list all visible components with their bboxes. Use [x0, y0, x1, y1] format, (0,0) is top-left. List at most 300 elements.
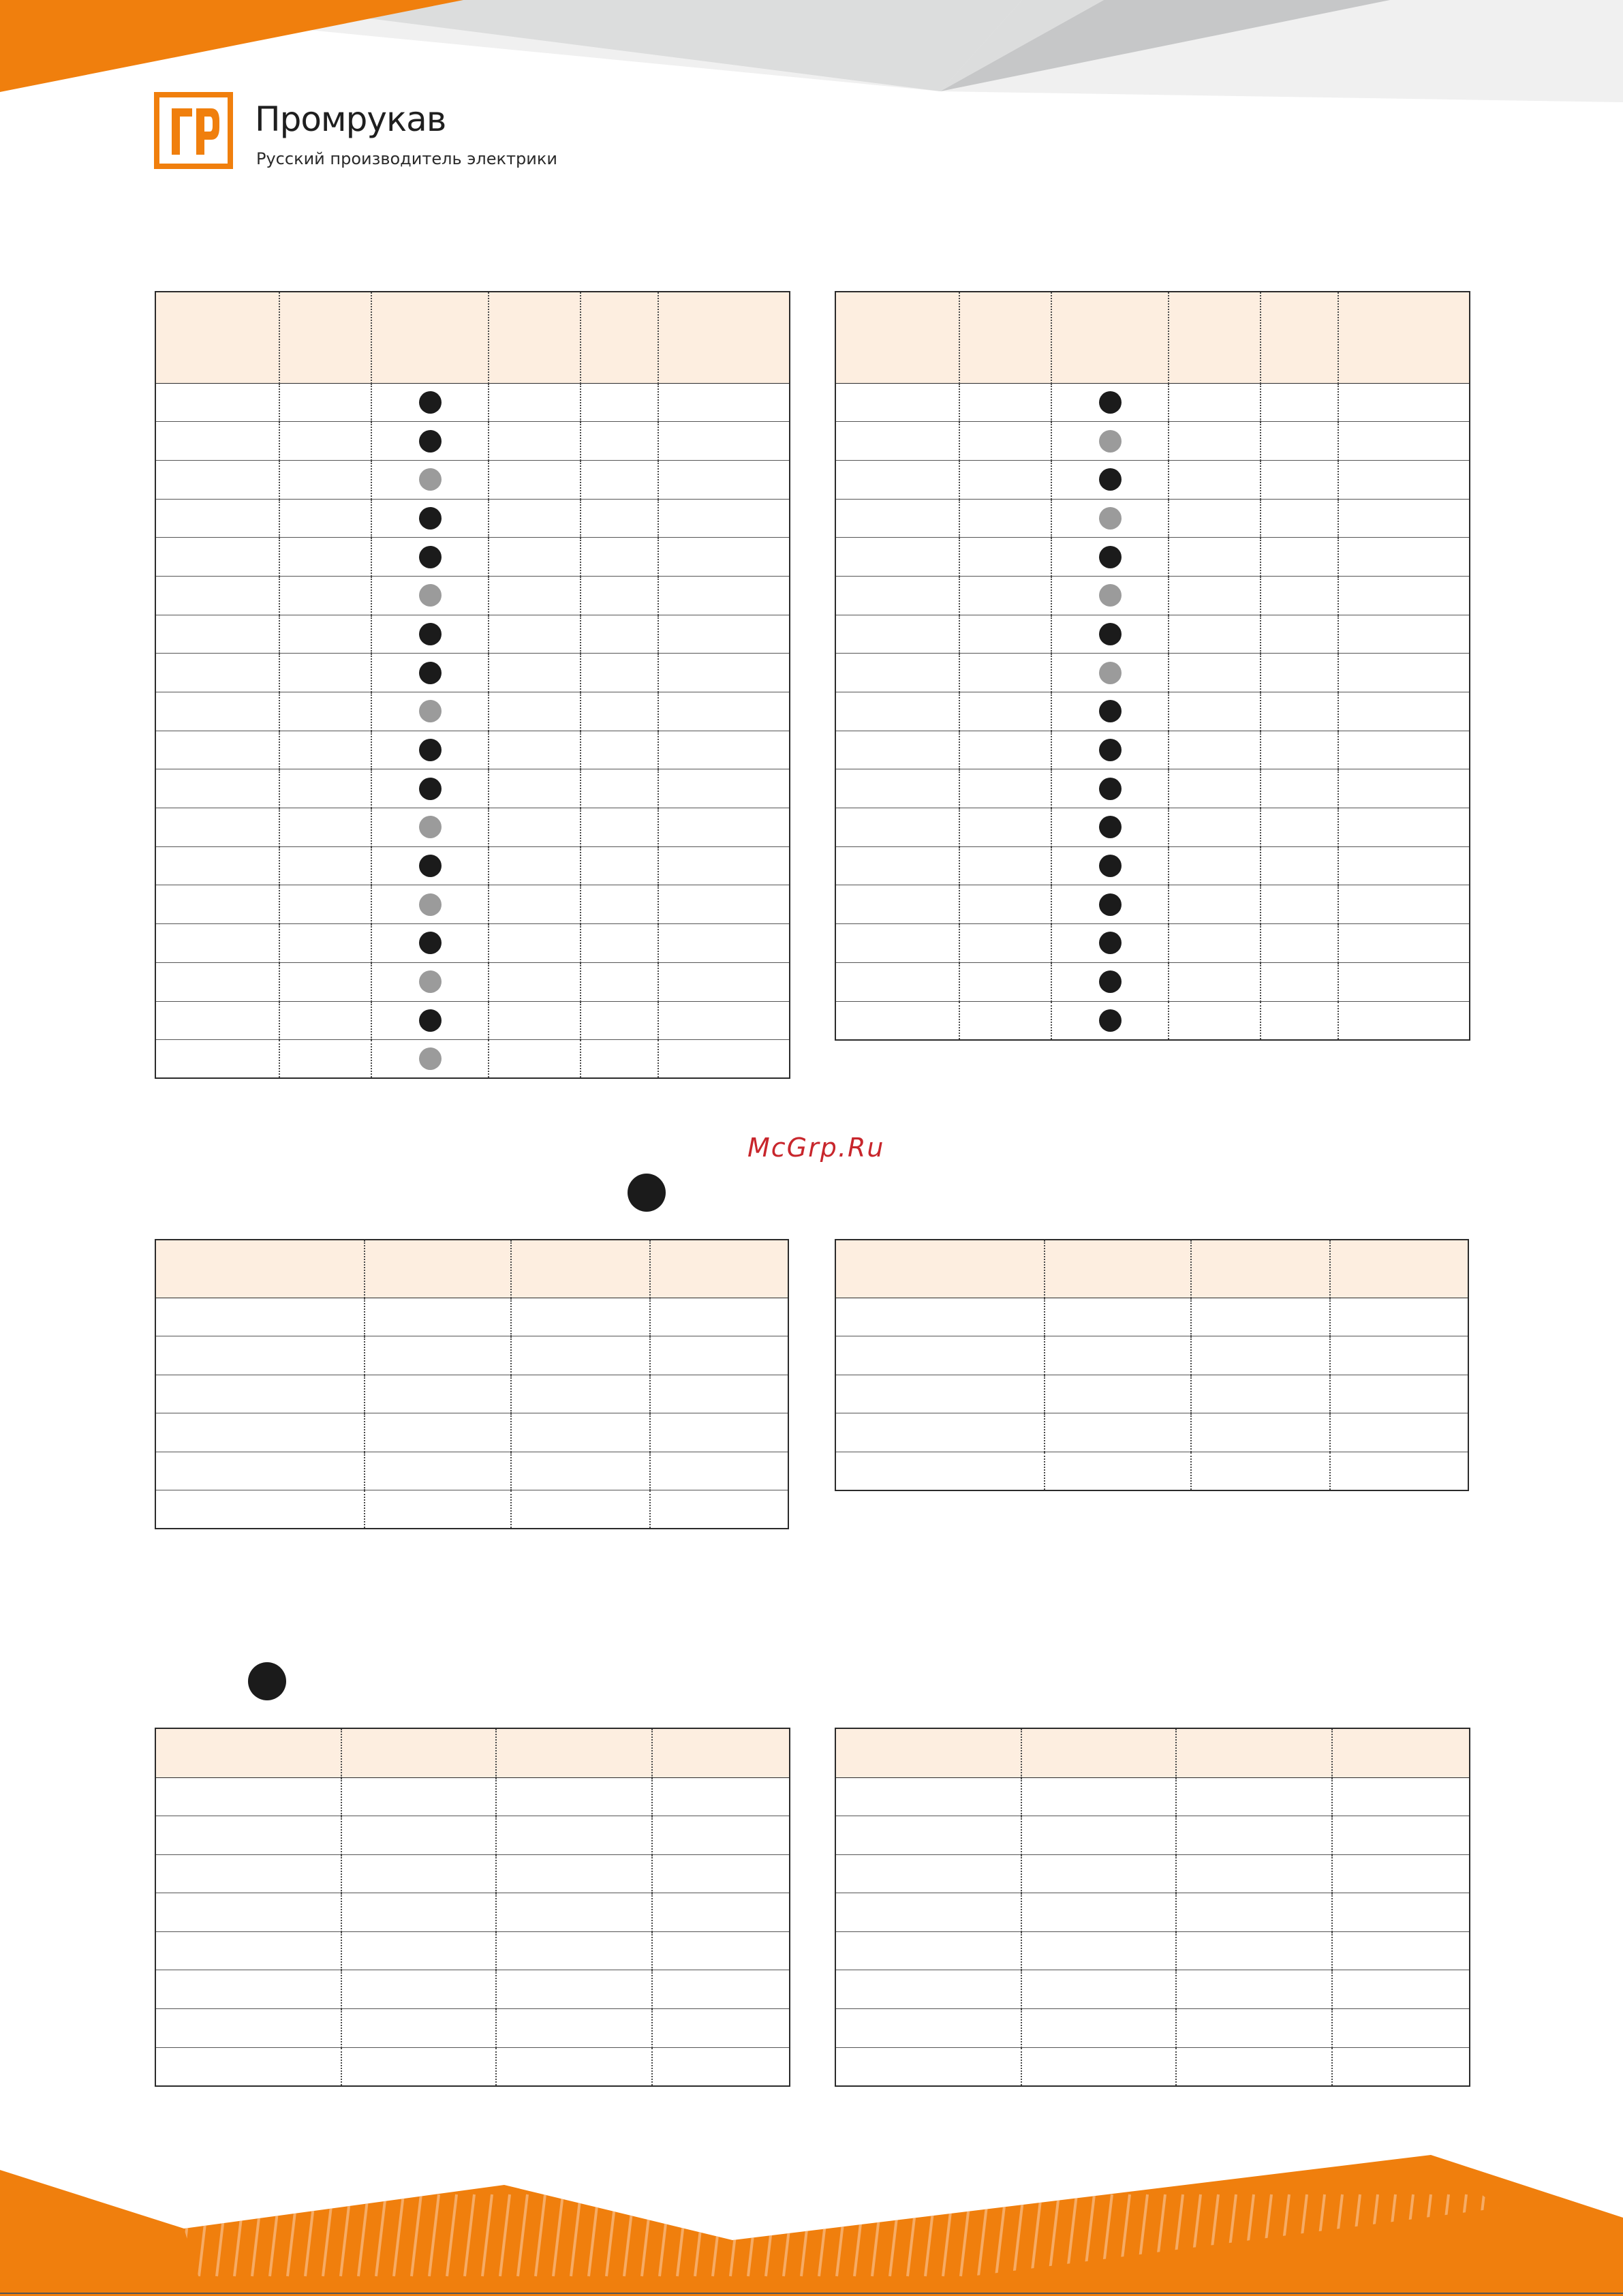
table-cell — [1338, 576, 1470, 615]
table-cell — [489, 924, 581, 963]
table-cell — [279, 962, 371, 1001]
table-cell — [650, 1490, 788, 1529]
header-cell — [658, 292, 790, 383]
table-cell — [835, 422, 959, 461]
table-cell — [1338, 731, 1470, 769]
table-cell — [489, 769, 581, 808]
table-cell — [155, 576, 279, 615]
table-cell — [489, 846, 581, 885]
table-cell — [1045, 1413, 1191, 1452]
table-cell — [279, 576, 371, 615]
table-cell — [835, 654, 959, 692]
table-row — [155, 1893, 790, 1932]
table-cell — [581, 692, 658, 731]
gray-dot-icon — [419, 700, 442, 722]
black-dot-icon — [419, 778, 442, 800]
table-cell — [1332, 2047, 1470, 2086]
table-cell — [959, 769, 1051, 808]
black-dot-icon — [1099, 932, 1122, 954]
table-cell — [1176, 2009, 1332, 2048]
table-cell — [489, 383, 581, 422]
table-row — [835, 499, 1470, 538]
table-cell — [1338, 460, 1470, 499]
table-cell — [511, 1298, 650, 1336]
table-row — [835, 654, 1470, 692]
table-cell — [1330, 1298, 1468, 1336]
table-cell — [652, 1931, 790, 1970]
table-cell — [155, 2009, 341, 2048]
logo-mark-icon — [162, 100, 225, 161]
black-dot-icon — [419, 932, 442, 954]
table-cell — [658, 654, 790, 692]
table-cell — [835, 885, 959, 924]
table-row — [835, 769, 1470, 808]
table-cell — [511, 1490, 650, 1529]
header-cell — [371, 292, 489, 383]
table-cell — [1176, 1931, 1332, 1970]
table-cell — [489, 654, 581, 692]
table-cell — [658, 769, 790, 808]
table-cell — [155, 1816, 341, 1855]
table-cell — [658, 885, 790, 924]
bottom-decoration — [0, 2154, 1623, 2296]
table-cell — [1338, 615, 1470, 654]
table-row — [835, 1001, 1470, 1040]
table-cell — [835, 962, 959, 1001]
table-cell — [1051, 731, 1169, 769]
table-row — [155, 1040, 790, 1079]
table-cell — [1330, 1452, 1468, 1490]
black-dot-icon — [1099, 623, 1122, 645]
table-cell — [279, 383, 371, 422]
table-cell — [650, 1413, 788, 1452]
table-cell — [155, 2047, 341, 2086]
table-cell — [279, 654, 371, 692]
black-dot-icon — [419, 1009, 442, 1032]
table-row — [835, 1854, 1470, 1893]
table-cell — [371, 383, 489, 422]
table-cell — [1051, 538, 1169, 577]
gray-dot-icon — [1099, 584, 1122, 607]
black-dot-icon — [419, 430, 442, 453]
table-cell — [365, 1490, 511, 1529]
table-cell — [155, 654, 279, 692]
table-cell — [1261, 731, 1338, 769]
table-row — [155, 692, 790, 731]
table-cell — [1338, 846, 1470, 885]
table-cell — [1332, 2009, 1470, 2048]
table-cell — [371, 422, 489, 461]
table-row — [835, 1931, 1470, 1970]
table-cell — [155, 1375, 365, 1413]
table-cell — [1338, 422, 1470, 461]
table-row — [835, 1893, 1470, 1932]
table-cell — [835, 1777, 1021, 1816]
table-cell — [1169, 924, 1261, 963]
header-cell — [1338, 292, 1470, 383]
table-row — [155, 924, 790, 963]
table-cell — [489, 460, 581, 499]
table-cell — [581, 846, 658, 885]
table-cell — [1261, 460, 1338, 499]
table-cell — [279, 615, 371, 654]
table-cell — [959, 1001, 1051, 1040]
table-cell — [279, 1040, 371, 1079]
header-cell — [279, 292, 371, 383]
table-cell — [496, 1931, 652, 1970]
table-cell — [835, 1816, 1021, 1855]
table-cell — [1169, 808, 1261, 847]
table-cell — [496, 1893, 652, 1932]
table-cell — [1051, 615, 1169, 654]
table-cell — [1191, 1413, 1330, 1452]
table-row — [155, 1375, 788, 1413]
table-row — [155, 460, 790, 499]
table-cell — [658, 538, 790, 577]
table-cell — [650, 1375, 788, 1413]
table-cell — [1169, 460, 1261, 499]
table-cell — [652, 1816, 790, 1855]
black-dot-icon — [1099, 893, 1122, 916]
table-cell — [489, 731, 581, 769]
table-cell — [496, 1816, 652, 1855]
watermark-text: McGrp.Ru — [747, 1133, 885, 1163]
header-cell — [511, 1240, 650, 1298]
gray-dot-icon — [1099, 507, 1122, 530]
table-header-row — [155, 1240, 788, 1298]
table-cell — [658, 731, 790, 769]
header-cell — [835, 292, 959, 383]
table-cell — [650, 1298, 788, 1336]
table-cell — [650, 1452, 788, 1490]
table-cell — [835, 460, 959, 499]
table-cell — [1332, 1931, 1470, 1970]
table-cell — [1021, 1893, 1176, 1932]
table-cell — [959, 962, 1051, 1001]
table-row — [835, 1452, 1468, 1490]
table-row — [835, 962, 1470, 1001]
table-cell — [581, 885, 658, 924]
table-cell — [581, 1040, 658, 1079]
table-cell — [1191, 1452, 1330, 1490]
table-row — [155, 654, 790, 692]
table-cell — [1338, 383, 1470, 422]
brand-logo — [154, 92, 233, 169]
header-cell — [581, 292, 658, 383]
table-cell — [835, 692, 959, 731]
table-cell — [1261, 692, 1338, 731]
table-cell — [835, 1001, 959, 1040]
table-cell — [835, 2047, 1021, 2086]
header-cell — [365, 1240, 511, 1298]
header-cell — [341, 1728, 496, 1777]
table-cell — [489, 538, 581, 577]
table-cell — [496, 1970, 652, 2009]
table-cell — [1338, 538, 1470, 577]
table-cell — [658, 499, 790, 538]
header-cell — [1169, 292, 1261, 383]
table-cell — [1338, 654, 1470, 692]
table-cell — [1051, 692, 1169, 731]
table-cell — [155, 769, 279, 808]
table-cell — [835, 731, 959, 769]
table-cell — [1169, 422, 1261, 461]
black-dot-icon — [1099, 1009, 1122, 1032]
table-cell — [155, 1931, 341, 1970]
table-cell — [581, 383, 658, 422]
table-cell — [1330, 1413, 1468, 1452]
black-dot-icon — [419, 662, 442, 684]
spec-table-middle-left — [155, 1239, 789, 1529]
table-cell — [959, 460, 1051, 499]
table-row — [155, 1298, 788, 1336]
table-cell — [155, 808, 279, 847]
table-cell — [959, 924, 1051, 963]
header-cell — [155, 1240, 365, 1298]
table-cell — [959, 422, 1051, 461]
table-cell — [1261, 924, 1338, 963]
table-cell — [1176, 1777, 1332, 1816]
table-cell — [959, 731, 1051, 769]
spec-table-middle-right — [835, 1239, 1469, 1491]
table-cell — [835, 769, 959, 808]
table-cell — [279, 460, 371, 499]
table-cell — [1261, 1001, 1338, 1040]
table-row — [155, 615, 790, 654]
table-cell — [496, 2047, 652, 2086]
table-cell — [1021, 1970, 1176, 2009]
table-cell — [1261, 808, 1338, 847]
table-cell — [365, 1336, 511, 1375]
table-cell — [155, 962, 279, 1001]
header-cell — [1261, 292, 1338, 383]
table-cell — [1045, 1452, 1191, 1490]
table-cell — [835, 1931, 1021, 1970]
table-cell — [155, 846, 279, 885]
table-cell — [1261, 499, 1338, 538]
black-dot-icon — [419, 855, 442, 877]
gray-dot-icon — [419, 584, 442, 607]
table-cell — [511, 1452, 650, 1490]
table-header-row — [155, 1728, 790, 1777]
table-cell — [835, 1336, 1045, 1375]
spec-table-top-left — [155, 291, 790, 1079]
table-cell — [155, 1777, 341, 1816]
table-cell — [1051, 1001, 1169, 1040]
table-cell — [1261, 576, 1338, 615]
table-cell — [365, 1452, 511, 1490]
table-cell — [835, 1970, 1021, 2009]
table-cell — [155, 1336, 365, 1375]
table-row — [155, 962, 790, 1001]
table-cell — [489, 615, 581, 654]
table-cell — [658, 924, 790, 963]
table-cell — [371, 885, 489, 924]
table-cell — [581, 1001, 658, 1040]
table-cell — [959, 846, 1051, 885]
table-cell — [371, 615, 489, 654]
table-row — [835, 1375, 1468, 1413]
table-cell — [489, 422, 581, 461]
table-cell — [658, 962, 790, 1001]
table-cell — [489, 1001, 581, 1040]
table-cell — [658, 846, 790, 885]
table-cell — [155, 1298, 365, 1336]
table-cell — [1051, 383, 1169, 422]
black-dot-icon — [1099, 778, 1122, 800]
table-cell — [279, 422, 371, 461]
table-cell — [1330, 1336, 1468, 1375]
table-cell — [652, 1777, 790, 1816]
header-cell — [1191, 1240, 1330, 1298]
table-cell — [1051, 654, 1169, 692]
table-cell — [1261, 615, 1338, 654]
table-cell — [371, 808, 489, 847]
table-row — [155, 1001, 790, 1040]
table-row — [155, 846, 790, 885]
table-row — [155, 808, 790, 847]
table-cell — [1176, 1854, 1332, 1893]
table-cell — [371, 499, 489, 538]
table-cell — [581, 576, 658, 615]
table-row — [155, 499, 790, 538]
table-cell — [1261, 846, 1338, 885]
table-cell — [959, 885, 1051, 924]
table-row — [155, 1452, 788, 1490]
table-cell — [1191, 1375, 1330, 1413]
table-cell — [581, 924, 658, 963]
table-cell — [1051, 460, 1169, 499]
marker-dot-lower — [248, 1662, 286, 1700]
table-cell — [658, 1040, 790, 1079]
table-cell — [1169, 538, 1261, 577]
table-cell — [1051, 422, 1169, 461]
table-cell — [1169, 576, 1261, 615]
black-dot-icon — [1099, 391, 1122, 414]
table-cell — [658, 808, 790, 847]
table-cell — [1261, 962, 1338, 1001]
gray-dot-icon — [419, 816, 442, 838]
table-cell — [581, 654, 658, 692]
table-cell — [155, 499, 279, 538]
table-cell — [1261, 383, 1338, 422]
table-cell — [652, 2047, 790, 2086]
table-cell — [279, 692, 371, 731]
table-cell — [279, 769, 371, 808]
brand-tagline: Русский производитель электрики — [256, 149, 557, 168]
table-cell — [1021, 1854, 1176, 1893]
table-row — [835, 576, 1470, 615]
table-row — [835, 383, 1470, 422]
table-cell — [835, 1375, 1045, 1413]
table-cell — [835, 808, 959, 847]
table-cell — [1051, 499, 1169, 538]
table-cell — [1338, 808, 1470, 847]
table-cell — [489, 808, 581, 847]
table-header-row — [155, 292, 790, 383]
table-cell — [959, 808, 1051, 847]
table-cell — [155, 885, 279, 924]
gray-dot-icon — [1099, 430, 1122, 453]
table-cell — [658, 615, 790, 654]
table-row — [835, 1336, 1468, 1375]
table-cell — [365, 1298, 511, 1336]
table-row — [155, 731, 790, 769]
table-cell — [581, 499, 658, 538]
table-cell — [1045, 1298, 1191, 1336]
table-cell — [511, 1375, 650, 1413]
header-cell — [1330, 1240, 1468, 1298]
marker-dot-middle — [628, 1174, 666, 1212]
table-cell — [1169, 383, 1261, 422]
header-cell — [1051, 292, 1169, 383]
header-cell — [650, 1240, 788, 1298]
table-cell — [1021, 1777, 1176, 1816]
table-header-row — [835, 292, 1470, 383]
table-cell — [1169, 615, 1261, 654]
table-cell — [1169, 846, 1261, 885]
table-cell — [1261, 538, 1338, 577]
black-dot-icon — [419, 546, 442, 568]
table-cell — [959, 499, 1051, 538]
table-cell — [581, 962, 658, 1001]
header-cell — [835, 1240, 1045, 1298]
table-cell — [658, 383, 790, 422]
table-row — [835, 885, 1470, 924]
table-cell — [371, 846, 489, 885]
table-cell — [1021, 2047, 1176, 2086]
table-cell — [658, 1001, 790, 1040]
table-cell — [279, 885, 371, 924]
table-cell — [1169, 962, 1261, 1001]
table-cell — [155, 615, 279, 654]
header-cell — [489, 292, 581, 383]
table-row — [155, 538, 790, 577]
table-cell — [511, 1413, 650, 1452]
table-row — [835, 2009, 1470, 2048]
table-cell — [341, 1816, 496, 1855]
table-cell — [371, 1040, 489, 1079]
table-row — [835, 1413, 1468, 1452]
table-cell — [1021, 1816, 1176, 1855]
table-cell — [1338, 769, 1470, 808]
gray-dot-icon — [419, 1047, 442, 1070]
table-cell — [155, 460, 279, 499]
table-header-row — [835, 1728, 1470, 1777]
table-row — [155, 1931, 790, 1970]
table-cell — [1021, 2009, 1176, 2048]
table-cell — [1332, 1777, 1470, 1816]
table-cell — [1261, 769, 1338, 808]
table-cell — [155, 1854, 341, 1893]
header-cell — [835, 1728, 1021, 1777]
black-dot-icon — [419, 623, 442, 645]
table-cell — [581, 460, 658, 499]
table-cell — [371, 924, 489, 963]
table-cell — [155, 1001, 279, 1040]
table-cell — [279, 731, 371, 769]
header-cell — [155, 1728, 341, 1777]
table-cell — [959, 654, 1051, 692]
header-cell — [652, 1728, 790, 1777]
table-cell — [511, 1336, 650, 1375]
table-cell — [1176, 1970, 1332, 2009]
table-cell — [652, 1854, 790, 1893]
table-cell — [1021, 1931, 1176, 1970]
table-cell — [155, 1970, 341, 2009]
table-cell — [489, 499, 581, 538]
table-cell — [1169, 769, 1261, 808]
